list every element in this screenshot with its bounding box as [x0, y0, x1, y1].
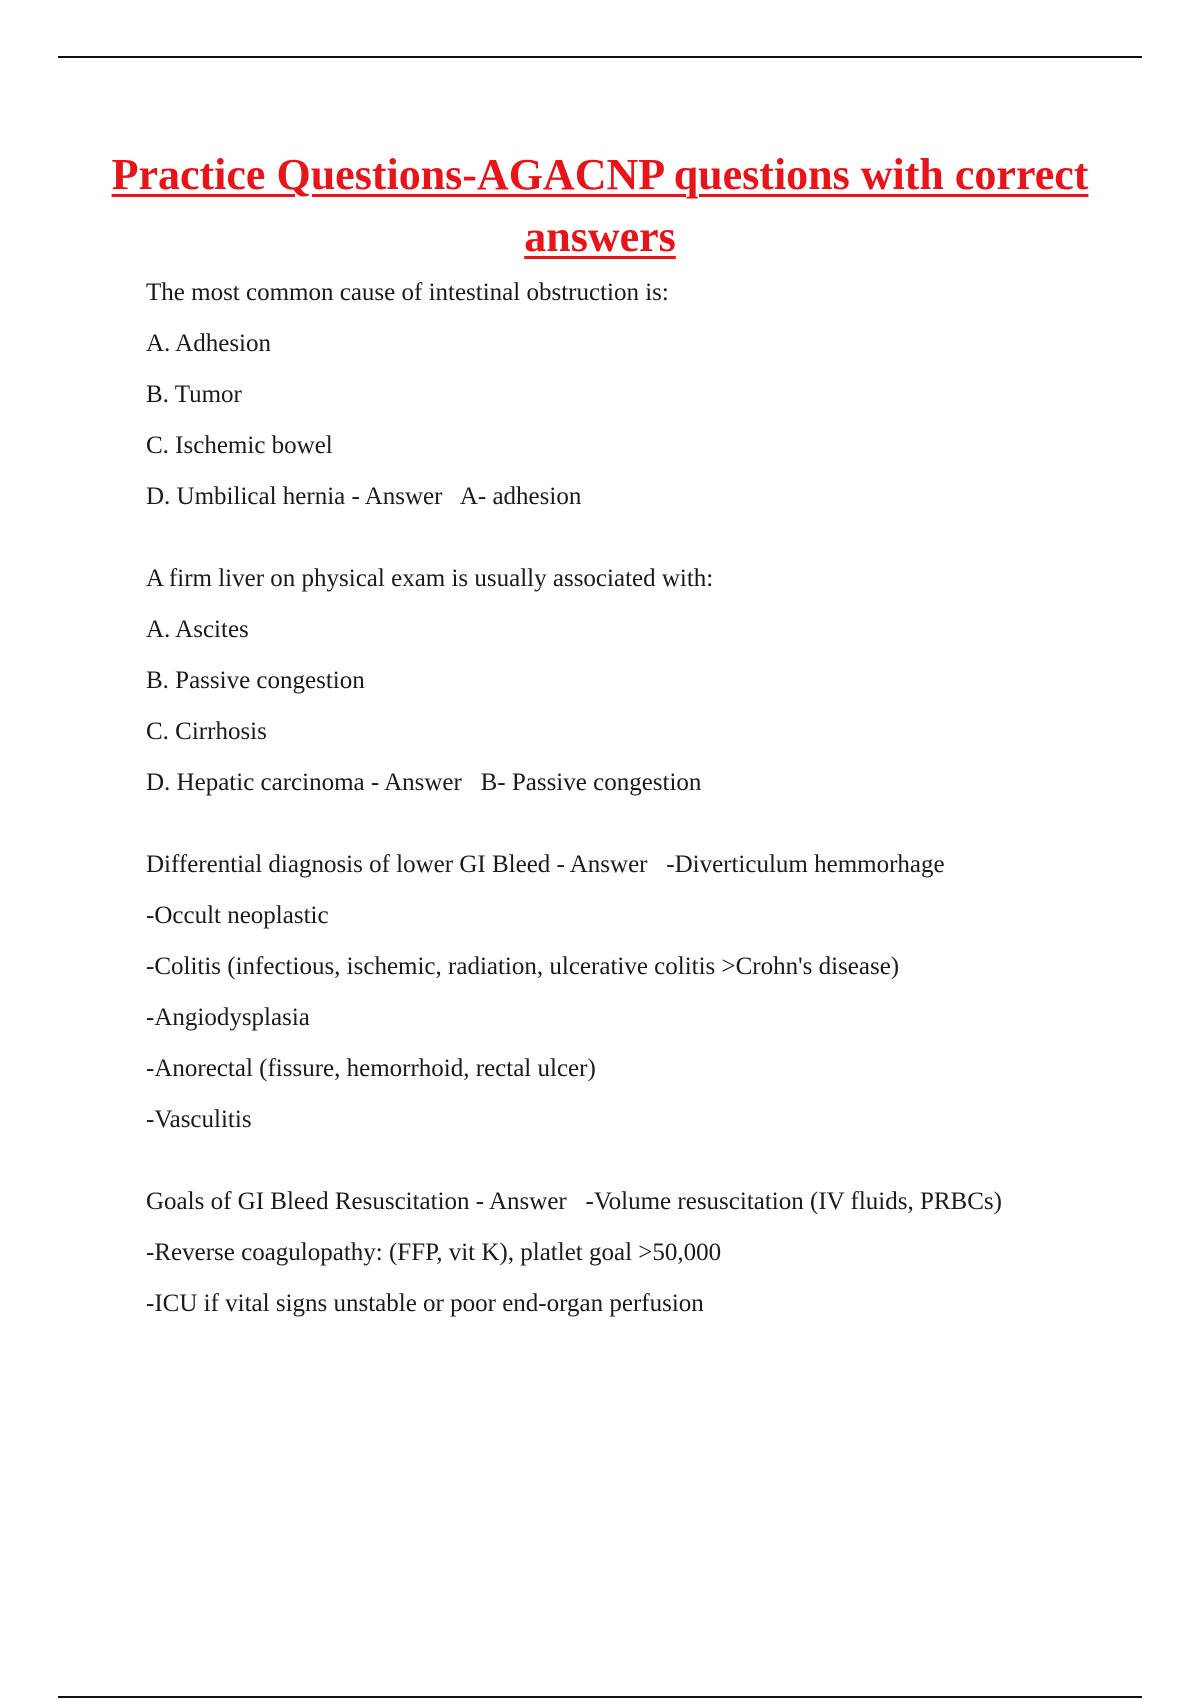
question-intestinal-obstruction — [146, 276, 1066, 514]
document-title: Practice Questions-AGACNP questions with correct answers — [111, 150, 1089, 261]
document-body — [146, 276, 1066, 1369]
answer-item: -Vasculitis — [146, 1106, 252, 1133]
top-rule — [58, 56, 1142, 58]
answer-item: -Reverse coagulopathy: (FFP, vit K), platlet goal >50,000 — [146, 1239, 722, 1266]
answer-item: -Colitis (infectious, ischemic, radiation, ulcerative colitis >Crohn's disease) — [146, 953, 900, 980]
bottom-rule — [58, 1696, 1142, 1698]
question-firm-liver — [146, 562, 1066, 800]
question-with-answer: Differential diagnosis of lower GI Bleed - Answer -Diverticulum hemmorhage — [146, 851, 945, 878]
answer-item: -Occult neoplastic — [146, 902, 329, 929]
option-c: C. Ischemic bowel — [146, 432, 333, 459]
answer-item: -ICU if vital signs unstable or poor end-organ perfusion — [146, 1290, 704, 1317]
answer-item: -Anorectal (fissure, hemorrhoid, rectal ulcer) — [146, 1055, 596, 1082]
question-with-answer: Goals of GI Bleed Resuscitation - Answer -Volume resuscitation (IV fluids, PRBCs) — [146, 1188, 1002, 1215]
option-d-with-answer: D. Hepatic carcinoma - Answer B- Passive congestion — [146, 769, 702, 796]
option-a: A. Adhesion — [146, 330, 271, 357]
answer-item: -Angiodysplasia — [146, 1004, 310, 1031]
option-b: B. Tumor — [146, 381, 242, 408]
question-gi-bleed-resuscitation — [146, 1185, 1066, 1321]
question-text: A firm liver on physical exam is usually associated with: — [146, 565, 714, 592]
option-d-with-answer: D. Umbilical hernia - Answer A- adhesion — [146, 483, 582, 510]
question-lower-gi-bleed — [146, 848, 1066, 1137]
option-c: C. Cirrhosis — [146, 718, 267, 745]
option-a: A. Ascites — [146, 616, 249, 643]
question-text: The most common cause of intestinal obstruction is: — [146, 279, 669, 306]
option-b: B. Passive congestion — [146, 667, 365, 694]
